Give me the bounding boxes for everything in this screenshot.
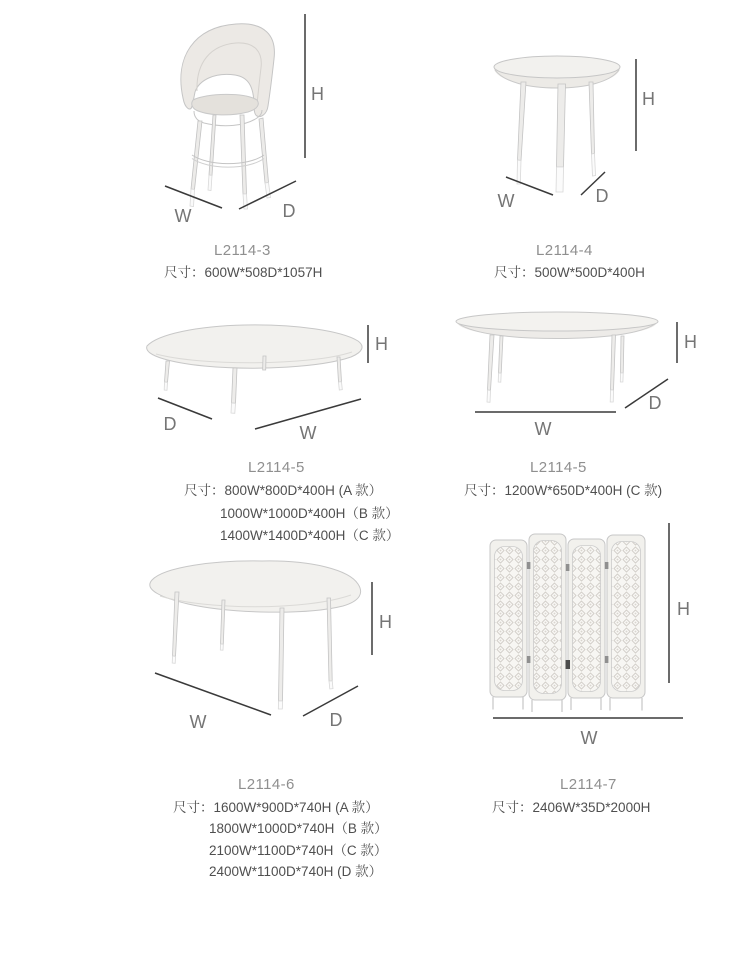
product-sizes xyxy=(164,262,322,285)
product-sizes xyxy=(494,262,645,285)
width-label: W xyxy=(299,423,317,443)
folding-screen-sketch xyxy=(460,510,700,750)
depth-label: D xyxy=(282,201,296,221)
width-label: W xyxy=(189,712,207,732)
height-label: H xyxy=(642,89,655,109)
product-sizes xyxy=(492,797,650,820)
product-code: L2114-4 xyxy=(536,242,593,259)
size-value: 600W*508D*1057H xyxy=(204,265,323,280)
product-code: L2114-6 xyxy=(238,776,295,793)
depth-label: D xyxy=(163,414,177,434)
depth-label: D xyxy=(648,393,662,413)
height-label: H xyxy=(677,599,690,619)
product-code: L2114-5 xyxy=(530,459,587,476)
size-prefix: 尺寸： xyxy=(184,483,225,498)
dining-table-sketch xyxy=(130,550,410,740)
width-dimension-line xyxy=(155,673,271,715)
height-label: H xyxy=(379,612,392,632)
size-prefix: 尺寸： xyxy=(173,800,214,815)
height-label: H xyxy=(684,332,697,352)
size-value: 1200W*650D*400H (C 款) xyxy=(504,483,663,498)
depth-label: D xyxy=(595,186,609,206)
height-label: H xyxy=(375,334,388,354)
bar-stool-sketch xyxy=(150,5,350,230)
width-label: W xyxy=(534,419,552,439)
product-sizes xyxy=(173,797,388,882)
size-prefix: 尺寸： xyxy=(492,800,533,815)
size-value: 2400W*1100D*740H (D 款） xyxy=(209,863,383,879)
depth-label: D xyxy=(329,710,343,730)
product-sizes xyxy=(184,480,399,548)
size-value: 1400W*1400D*400H（C 款） xyxy=(220,528,400,543)
width-label: W xyxy=(580,728,598,748)
depth-dimension-line xyxy=(625,379,668,408)
product-code: L2114-3 xyxy=(214,242,271,259)
square-coffee-table-sketch xyxy=(130,310,400,450)
size-value: 2406W*35D*2000H xyxy=(532,800,651,815)
product-sizes xyxy=(464,480,662,503)
round-side-table-sketch xyxy=(460,40,680,220)
size-value: 2100W*1100D*740H（C 款） xyxy=(209,842,388,858)
size-value: 1800W*1000D*740H（B 款） xyxy=(209,821,388,837)
size-prefix: 尺寸： xyxy=(164,265,205,280)
height-label: H xyxy=(311,84,324,104)
size-value: 1600W*900D*740H (A 款） xyxy=(213,800,379,815)
size-prefix: 尺寸： xyxy=(494,265,535,280)
size-value: 1000W*1000D*400H（B 款） xyxy=(220,505,399,521)
width-label: W xyxy=(174,206,192,226)
size-prefix: 尺寸： xyxy=(464,483,505,498)
width-label: W xyxy=(497,191,515,211)
size-value: 500W*500D*400H xyxy=(534,265,645,280)
oval-coffee-table-sketch xyxy=(440,305,720,445)
size-value: 800W*800D*400H (A 款） xyxy=(224,483,383,498)
product-code: L2114-5 xyxy=(248,459,305,476)
product-code: L2114-7 xyxy=(560,776,617,793)
